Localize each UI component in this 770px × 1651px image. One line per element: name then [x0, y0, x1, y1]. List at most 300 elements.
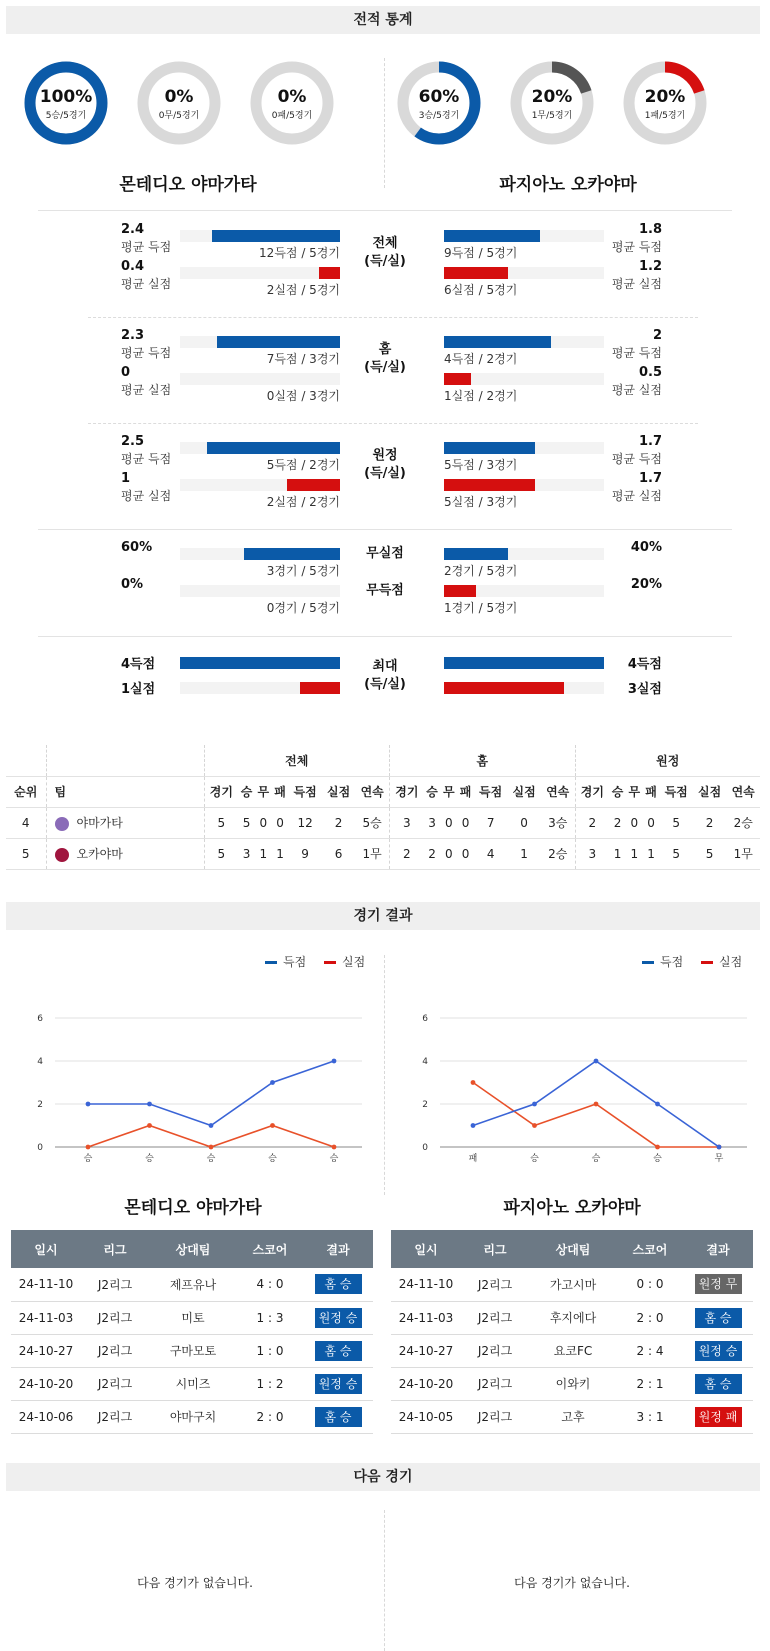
donut-caption: 5승/5경기: [45, 111, 87, 121]
home-max-value-0: 4득점: [121, 657, 156, 672]
results-header-3: 스코어: [617, 1230, 683, 1268]
result-badge: 홈 승: [695, 1308, 742, 1328]
point-scored: [594, 1059, 599, 1064]
stats-top-line: [38, 210, 732, 211]
result-date: 24-11-03: [391, 1301, 461, 1334]
standings-row-away: [6, 838, 760, 869]
hdr-away-col-0: 경기: [575, 776, 609, 807]
home-max-value-1: 1실점: [121, 682, 156, 697]
home-stat-cell: 0: [440, 838, 457, 869]
away-stat-cell: 5: [659, 838, 692, 869]
away-value-g2r0: 1.7: [638, 434, 662, 449]
home-value-g2r0: 2.5: [121, 434, 145, 449]
result-cell: [303, 1334, 373, 1367]
hdr-team: 팀: [46, 776, 204, 807]
away-bar-g0r0: [444, 230, 540, 242]
away-max-value-1: 3실점: [627, 682, 662, 697]
series-line-conceded: [88, 1126, 334, 1148]
away-label-g2r1: 평균 실점: [611, 489, 662, 503]
result-date: 24-10-05: [391, 1400, 461, 1433]
legend-conceded: 실점: [719, 955, 743, 969]
group-subtitle-2: (득/실): [364, 466, 406, 481]
away-label-g1r0: 평균 득점: [611, 346, 662, 360]
result-row[interactable]: [391, 1400, 753, 1433]
away-bar-g1r0: [444, 336, 551, 348]
team-name: 야마가타: [76, 816, 123, 830]
result-row[interactable]: [391, 1334, 753, 1367]
legend-conceded-swatch: [701, 961, 713, 964]
result-date: 24-10-27: [11, 1334, 81, 1367]
donut-caption: 3승/5경기: [418, 111, 460, 121]
result-row[interactable]: [11, 1367, 373, 1400]
results-header-2: 상대팀: [149, 1230, 237, 1268]
results-header-3: 스코어: [237, 1230, 303, 1268]
home-draw-donut: [137, 61, 221, 145]
away-bar-g0r1: [444, 267, 508, 279]
x-tick-label: 패: [468, 1154, 478, 1164]
x-tick-label: 승: [591, 1154, 601, 1164]
team-cell[interactable]: [46, 838, 204, 869]
result-score: 2 : 4: [617, 1334, 683, 1367]
home-stat-cell: 2: [390, 838, 424, 869]
away-value-g3r1: 20%: [630, 577, 662, 592]
away-label-g0r0: 평균 득점: [611, 240, 662, 254]
hdr-empty1: [6, 745, 46, 776]
results-header-1: 리그: [461, 1230, 529, 1268]
all-stat-cell: 1: [255, 838, 272, 869]
away-count-g1r0: 4득점 / 2경기: [444, 352, 518, 366]
away-bar-g2r1: [444, 479, 535, 491]
home-stat-cell: 3승: [541, 807, 575, 838]
home-stat-cell: 4: [474, 838, 507, 869]
result-row[interactable]: [391, 1268, 753, 1301]
result-opponent: 구마모토: [149, 1334, 237, 1367]
hdr-home-col-3: 패: [457, 776, 474, 807]
result-cell: [683, 1334, 753, 1367]
home-count-g0r1: 2실점 / 5경기: [266, 283, 340, 297]
point-scored: [655, 1102, 660, 1107]
team-cell[interactable]: [46, 807, 204, 838]
result-cell: [303, 1268, 373, 1301]
donut-caption: 1무/5경기: [531, 111, 573, 121]
home-bar-g1r0: [217, 336, 340, 348]
all-stat-cell: 5승: [355, 807, 389, 838]
results-header-4: 결과: [303, 1230, 373, 1268]
result-opponent: 미토: [149, 1301, 237, 1334]
result-score: 1 : 3: [237, 1301, 303, 1334]
all-stat-cell: 9: [288, 838, 321, 869]
away-no-next-match: 다음 경기가 없습니다.: [514, 1576, 630, 1590]
results-header-2: 상대팀: [529, 1230, 617, 1268]
home-max-bar-1: [300, 682, 340, 694]
result-opponent: 요코FC: [529, 1334, 617, 1367]
result-cell: [303, 1367, 373, 1400]
result-cell: [683, 1268, 753, 1301]
result-opponent: 이와키: [529, 1367, 617, 1400]
donut-percent: 20%: [644, 87, 686, 107]
x-tick-label: 승: [83, 1154, 93, 1164]
result-opponent: 야마구치: [149, 1400, 237, 1433]
y-tick-label: 4: [37, 1057, 43, 1067]
x-tick-label: 승: [653, 1154, 662, 1164]
legend-conceded-swatch: [324, 961, 336, 964]
away-team-title: 파지아노 오카야마: [499, 175, 637, 195]
away-loss-donut: [623, 61, 707, 145]
point-conceded: [209, 1145, 214, 1150]
x-tick-label: 승: [530, 1154, 539, 1164]
hdr-all-col-2: 무: [255, 776, 272, 807]
home-stat-cell: 1: [507, 838, 540, 869]
all-stat-cell: 6: [322, 838, 355, 869]
result-score: 3 : 1: [617, 1400, 683, 1433]
away-value-g0r0: 1.8: [638, 222, 662, 237]
legend-scored-swatch: [265, 961, 277, 964]
group-title-0: 전체: [372, 236, 398, 251]
home-label-g0r1: 평균 실점: [121, 277, 172, 291]
stats-line: [38, 529, 732, 530]
away-stat-cell: 1: [609, 838, 626, 869]
point-conceded: [147, 1123, 152, 1128]
home-stat-cell: 2승: [541, 838, 575, 869]
result-cell: [683, 1367, 753, 1400]
result-date: 24-10-06: [11, 1400, 81, 1433]
point-scored: [147, 1102, 152, 1107]
home-value-g3r1: 0%: [121, 577, 144, 592]
result-row[interactable]: [391, 1301, 753, 1334]
donut-percent: 0%: [164, 87, 194, 107]
away-bar-g2r0: [444, 442, 535, 454]
group-away: 원정: [575, 745, 760, 776]
all-stat-cell: 1: [272, 838, 289, 869]
result-cell: [303, 1301, 373, 1334]
home-label-g1r0: 평균 득점: [121, 346, 172, 360]
result-badge: 홈 승: [315, 1341, 362, 1361]
result-score: 1 : 0: [237, 1334, 303, 1367]
away-max-value-0: 4득점: [627, 657, 662, 672]
hdr-away-col-4: 득점: [659, 776, 692, 807]
home-bar-track: [180, 585, 340, 597]
away-win-donut: [397, 61, 481, 145]
group-title-2: 원정: [372, 448, 398, 463]
point-conceded: [332, 1145, 337, 1150]
away-stat-cell: 2: [575, 807, 609, 838]
hdr-home-col-1: 승: [424, 776, 441, 807]
hdr-all-col-0: 경기: [204, 776, 238, 807]
series-line-conceded: [473, 1083, 719, 1148]
home-loss-donut: [250, 61, 334, 145]
stats-divider: [88, 317, 698, 318]
hdr-away-col-3: 패: [643, 776, 660, 807]
group-all: 전체: [204, 745, 390, 776]
hdr-home-col-5: 실점: [507, 776, 540, 807]
center-label-0: 무실점: [366, 546, 404, 561]
result-cell: [683, 1400, 753, 1433]
home-label-g1r1: 평균 실점: [121, 383, 172, 397]
max-subtitle: (득/실): [364, 677, 406, 692]
result-row[interactable]: [11, 1400, 373, 1433]
away-results-title: 파지아노 오카야마: [503, 1198, 641, 1218]
all-stat-cell: 2: [322, 807, 355, 838]
point-conceded: [594, 1102, 599, 1107]
result-date: 24-11-03: [11, 1301, 81, 1334]
x-tick-label: 승: [329, 1154, 339, 1164]
home-results-table: [11, 1230, 373, 1434]
away-stat-cell: 1: [643, 838, 660, 869]
away-count-g0r0: 9득점 / 5경기: [444, 246, 518, 260]
home-bar-g2r1: [287, 479, 340, 491]
result-opponent: 후지에다: [529, 1301, 617, 1334]
point-scored: [209, 1123, 214, 1128]
away-count-g2r1: 5실점 / 3경기: [444, 495, 518, 509]
legend-conceded: 실점: [342, 955, 366, 969]
home-count-g0r0: 12득점 / 5경기: [259, 246, 340, 260]
home-count-g2r1: 2실점 / 2경기: [266, 495, 340, 509]
home-stat-cell: 0: [440, 807, 457, 838]
y-tick-label: 6: [422, 1014, 428, 1024]
y-tick-label: 0: [422, 1143, 428, 1153]
home-bar-track: [180, 373, 340, 385]
result-opponent: 고후: [529, 1400, 617, 1433]
group-subtitle-0: (득/실): [364, 254, 406, 269]
away-bar-g3r1: [444, 585, 476, 597]
max-title: 최대: [372, 659, 398, 674]
result-badge: 원정 무: [695, 1274, 742, 1294]
legend-scored: 득점: [283, 955, 307, 969]
away-stat-cell: 1무: [726, 838, 760, 869]
home-max-bar-0: [180, 657, 340, 669]
away-label-g1r1: 평균 실점: [611, 383, 662, 397]
donut-percent: 0%: [277, 87, 307, 107]
result-league: J2리그: [81, 1268, 149, 1301]
away-label-g2r0: 평균 득점: [611, 452, 662, 466]
away-draw-donut: [510, 61, 594, 145]
point-scored: [471, 1123, 476, 1128]
home-stat-cell: 0: [507, 807, 540, 838]
home-value-g0r0: 2.4: [121, 222, 145, 237]
home-count-g1r1: 0실점 / 3경기: [266, 389, 340, 403]
result-badge: 홈 승: [315, 1407, 362, 1427]
results-header-4: 결과: [683, 1230, 753, 1268]
result-league: J2리그: [81, 1301, 149, 1334]
away-bar-g1r1: [444, 373, 471, 385]
stats-divider: [88, 423, 698, 424]
result-score: 1 : 2: [237, 1367, 303, 1400]
hdr-empty2: [46, 745, 204, 776]
home-count-g2r0: 5득점 / 2경기: [266, 458, 340, 472]
home-value-g0r1: 0.4: [121, 259, 145, 274]
results-header-0: 일시: [391, 1230, 461, 1268]
home-team-title: 몬테디오 야마가타: [119, 175, 257, 195]
home-bar-g2r0: [207, 442, 340, 454]
away-chart-legend: [642, 953, 742, 970]
result-score: 4 : 0: [237, 1268, 303, 1301]
standings-row-home: [6, 807, 760, 838]
result-opponent: 시미즈: [149, 1367, 237, 1400]
hdr-away-col-6: 연속: [726, 776, 760, 807]
away-value-g1r1: 0.5: [638, 365, 662, 380]
result-league: J2리그: [81, 1367, 149, 1400]
hdr-away-col-1: 승: [609, 776, 626, 807]
result-row[interactable]: [11, 1301, 373, 1334]
y-tick-label: 2: [422, 1100, 428, 1110]
away-label-g0r1: 평균 실점: [611, 277, 662, 291]
result-date: 24-10-27: [391, 1334, 461, 1367]
result-badge: 원정 승: [695, 1341, 742, 1361]
home-bar-g3r0: [244, 548, 340, 560]
home-label-g2r1: 평균 실점: [121, 489, 172, 503]
donut-caption: 1패/5경기: [644, 111, 686, 121]
group-title-1: 홈: [378, 342, 392, 357]
away-results-chart: [385, 990, 770, 1170]
home-bar-track: [180, 267, 340, 279]
x-tick-label: 승: [206, 1154, 216, 1164]
result-league: J2리그: [461, 1268, 529, 1301]
away-value-g0r1: 1.2: [638, 259, 662, 274]
point-scored: [717, 1145, 722, 1150]
point-conceded: [86, 1145, 91, 1150]
x-tick-label: 승: [268, 1154, 277, 1164]
home-value-g1r1: 0: [121, 365, 131, 380]
result-cell: [303, 1400, 373, 1433]
home-stat-cell: 0: [457, 838, 474, 869]
result-opponent: 가고시마: [529, 1268, 617, 1301]
home-count-g1r0: 7득점 / 3경기: [266, 352, 340, 366]
point-conceded: [270, 1123, 275, 1128]
hdr-all-col-3: 패: [272, 776, 289, 807]
point-conceded: [532, 1123, 537, 1128]
away-count-g0r1: 6실점 / 5경기: [444, 283, 518, 297]
hdr-home-col-6: 연속: [541, 776, 575, 807]
result-date: 24-10-20: [391, 1367, 461, 1400]
home-value-g1r0: 2.3: [121, 328, 145, 343]
home-value-g2r1: 1: [121, 471, 131, 486]
center-label-1: 무득점: [366, 583, 404, 598]
result-badge: 원정 승: [315, 1308, 362, 1328]
donut-percent: 60%: [418, 87, 460, 107]
point-conceded: [655, 1145, 660, 1150]
away-value-g3r0: 40%: [630, 540, 662, 555]
point-scored: [332, 1059, 337, 1064]
hdr-all-col-4: 득점: [288, 776, 321, 807]
result-badge: 홈 승: [695, 1374, 742, 1394]
donut-divider: [384, 58, 385, 188]
home-stat-cell: 7: [474, 807, 507, 838]
result-badge: 홈 승: [315, 1274, 362, 1294]
result-league: J2리그: [81, 1400, 149, 1433]
away-stat-cell: 5: [659, 807, 692, 838]
standings-table: [6, 745, 760, 870]
next-divider: [384, 1510, 385, 1651]
point-conceded: [471, 1080, 476, 1085]
result-score: 2 : 0: [617, 1301, 683, 1334]
all-stat-cell: 5: [238, 807, 255, 838]
result-league: J2리그: [81, 1334, 149, 1367]
away-max-bar-1: [444, 682, 564, 694]
y-tick-label: 6: [37, 1014, 43, 1024]
result-row[interactable]: [391, 1367, 753, 1400]
all-stat-cell: 1무: [355, 838, 389, 869]
home-value-g3r0: 60%: [121, 540, 153, 555]
section-match-results: 경기 결과: [6, 902, 760, 930]
hdr-away-col-5: 실점: [693, 776, 726, 807]
home-stat-cell: 2: [424, 838, 441, 869]
x-tick-label: 무: [714, 1154, 724, 1164]
donut-percent: 100%: [39, 87, 93, 107]
y-tick-label: 2: [37, 1100, 43, 1110]
hdr-all-col-5: 실점: [322, 776, 355, 807]
legend-scored-swatch: [642, 961, 654, 964]
away-stat-cell: 2: [693, 807, 726, 838]
section-next-match: 다음 경기: [6, 1463, 760, 1491]
home-results-chart: [0, 990, 385, 1170]
away-results-table: [391, 1230, 753, 1434]
stats-line: [38, 636, 732, 637]
home-label-g2r0: 평균 득점: [121, 452, 172, 466]
away-stat-cell: 0: [643, 807, 660, 838]
away-value-g1r0: 2: [652, 328, 662, 343]
result-score: 0 : 0: [617, 1268, 683, 1301]
result-score: 2 : 0: [237, 1400, 303, 1433]
home-bar-g0r0: [212, 230, 340, 242]
hdr-home-col-2: 무: [440, 776, 457, 807]
y-tick-label: 4: [422, 1057, 428, 1067]
result-cell: [683, 1301, 753, 1334]
hdr-home-col-4: 득점: [474, 776, 507, 807]
rank-cell: 4: [6, 807, 46, 838]
result-date: 24-10-20: [11, 1367, 81, 1400]
away-stat-cell: 5: [693, 838, 726, 869]
all-stat-cell: 0: [272, 807, 289, 838]
away-value-g2r1: 1.7: [638, 471, 662, 486]
donut-caption: 0패/5경기: [271, 111, 313, 121]
result-league: J2리그: [461, 1334, 529, 1367]
all-stat-cell: 5: [204, 838, 238, 869]
away-count-g1r1: 1실점 / 2경기: [444, 389, 518, 403]
group-subtitle-1: (득/실): [364, 360, 406, 375]
point-scored: [270, 1080, 275, 1085]
home-results-title: 몬테디오 야마가타: [124, 1198, 262, 1218]
all-stat-cell: 0: [255, 807, 272, 838]
away-max-bar-0: [444, 657, 604, 669]
away-count-g3r1: 1경기 / 5경기: [444, 601, 518, 615]
result-row[interactable]: [11, 1268, 373, 1301]
y-tick-label: 0: [37, 1143, 43, 1153]
result-league: J2리그: [461, 1400, 529, 1433]
away-count-g3r0: 2경기 / 5경기: [444, 564, 518, 578]
hdr-rank: 순위: [6, 776, 46, 807]
home-no-next-match: 다음 경기가 없습니다.: [137, 1576, 253, 1590]
group-home: 홈: [390, 745, 576, 776]
away-bar-g3r0: [444, 548, 508, 560]
away-stat-cell: 0: [626, 807, 643, 838]
result-opponent: 제프유나: [149, 1268, 237, 1301]
hdr-all-col-1: 승: [238, 776, 255, 807]
away-count-g2r0: 5득점 / 3경기: [444, 458, 518, 472]
away-stat-cell: 3: [575, 838, 609, 869]
home-chart-legend: [265, 953, 365, 970]
result-row[interactable]: [11, 1334, 373, 1367]
home-stat-cell: 0: [457, 807, 474, 838]
home-stat-cell: 3: [390, 807, 424, 838]
result-date: 24-11-10: [391, 1268, 461, 1301]
team-crest-icon: [55, 817, 69, 831]
hdr-away-col-2: 무: [626, 776, 643, 807]
result-score: 2 : 1: [617, 1367, 683, 1400]
away-stat-cell: 2: [609, 807, 626, 838]
home-stat-cell: 3: [424, 807, 441, 838]
team-crest-icon: [55, 848, 69, 862]
donut-caption: 0무/5경기: [158, 111, 200, 121]
